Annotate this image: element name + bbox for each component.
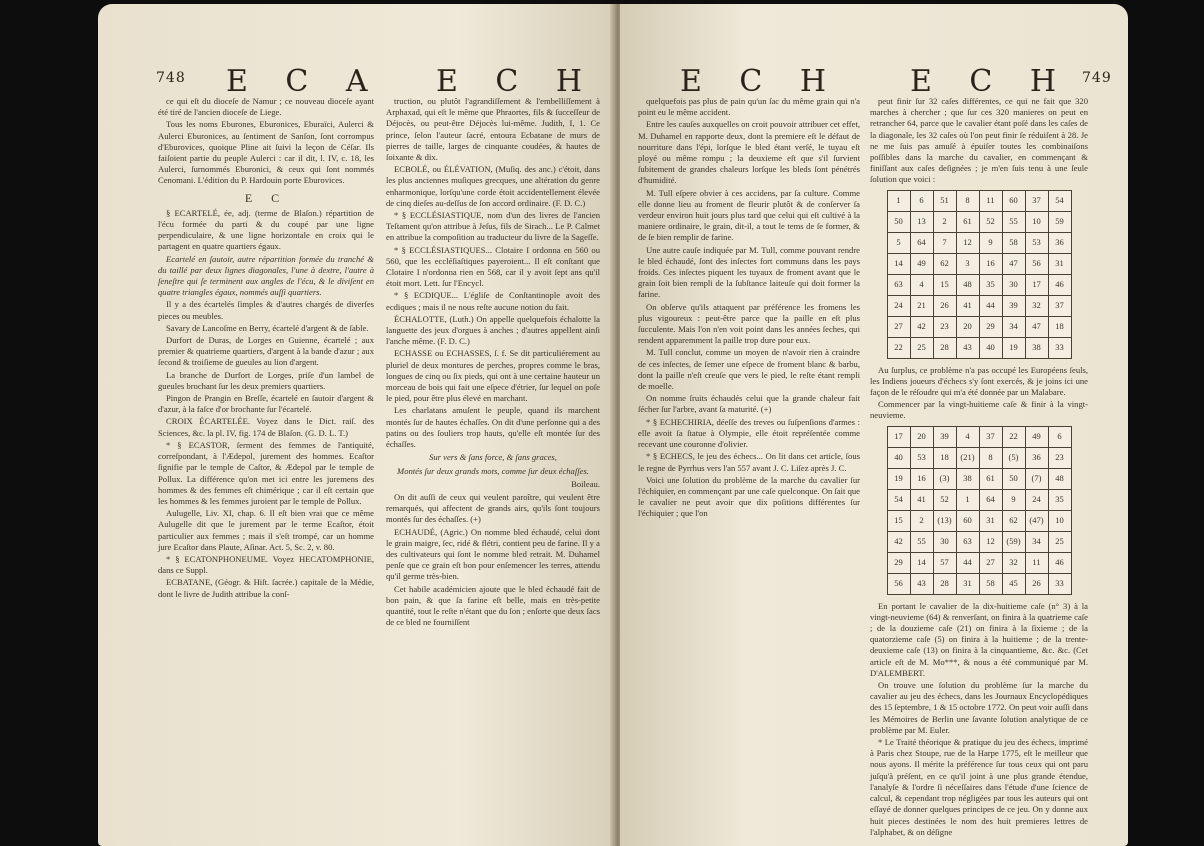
table-cell: 40 [887,447,910,468]
table-cell: 39 [933,426,956,447]
table-cell: 53 [910,447,933,468]
paragraph: Ecartelé en ſautoir, autre répartition formée du tranché & du taillé par deux lignes diagonales, l'une à dextre, l'autre à ſeneſtre qui ſe terminent aux angles de l'écu, & le diviſent en quatre triangles égaux, nommés auſſi quartiers. [158,253,374,298]
table-row [887,337,1071,358]
table-cell: (47) [1025,510,1048,531]
paragraph: ce qui eſt du dioceſe de Namur ; ce nouveau dioceſe ayant été tiré de l'ancien dioceſe de Liege. [158,96,374,118]
table-cell: 17 [1025,274,1048,295]
table-cell: 62 [1002,510,1025,531]
table-row [887,426,1071,447]
table-cell: 6 [910,190,933,211]
table-cell: 10 [1048,510,1071,531]
table-row [887,468,1071,489]
table-cell: 32 [1002,552,1025,573]
table-cell: 12 [956,232,979,253]
table-cell: 23 [933,316,956,337]
table-cell: (5) [1002,447,1025,468]
paragraph: M. Tull conclut, comme un moyen de n'avoir rien à craindre de ces inſectes, de ſemer une eſpece de froment blanc & barbu, dont la paille n'eſt creuſe que vers le pied, le reſte étant rempli de moelle. [638,347,860,392]
left-column-1 [158,96,374,601]
table-cell: 46 [1048,552,1071,573]
table-cell: 9 [1002,489,1025,510]
left-running-head-2: E C H [436,64,597,99]
table-cell: 17 [887,426,910,447]
paragraph: On obſerve qu'ils attaquent par préférence les fromens les plus vigoureux : peut-être parce que la paille en eſt plus ſucculente. Mais l'on n'en voit point dans les années ſeches, qui rendent apparemment la paille trop dure pour eux. [638,301,860,346]
table-cell: 18 [1048,316,1071,337]
right-page-number: 749 [1082,70,1112,86]
table-cell: 63 [887,274,910,295]
table-cell: 22 [1002,426,1025,447]
paragraph: ECHASSE ou ECHASSES, ſ. f. Se dit particuliérement au pluriel de deux montures de perches, propres comme le bras, longues de cinq ou ſix pieds, qui ont à une certaine hauteur un morceau de bois qui fait une eſpece d'étrier, ſur lequel on poſe le pied, pour être plus élevé en marchant. [386,348,600,404]
paragraph: La branche de Durfort de Lorges, priſe d'un lambel de gueules brochant ſur les deux premiers quartiers. [158,369,374,391]
table-cell: 31 [956,573,979,594]
verse-author: Boileau. [571,478,600,489]
table-cell: 43 [956,337,979,358]
table-cell: 3 [956,253,979,274]
table-cell: 8 [956,190,979,211]
knight-tour-table-1 [887,190,1072,359]
table-cell: 44 [956,552,979,573]
table-cell: 61 [979,468,1002,489]
table-cell: 38 [1025,337,1048,358]
table-cell: 64 [979,489,1002,510]
table-cell: 27 [979,552,1002,573]
paragraph: Voici une ſolution du problème de la marche du cavalier ſur l'échiquier, en commençant par une caſe quelconque. On ſait que le cavalier ne peut avoir que dix poſitions différentes ſur l'échiquier ; que l'on [638,474,860,519]
table-cell: 20 [910,426,933,447]
table-cell: 33 [1048,337,1071,358]
table-cell: 5 [887,232,910,253]
table-cell: 49 [1025,426,1048,447]
right-page [620,4,1128,846]
table-cell: 13 [910,211,933,232]
table-cell: 8 [979,447,1002,468]
table-cell: 20 [956,316,979,337]
paragraph: * § ECHECHIRIA, déeſſe des treves ou ſuſpenſions d'armes : elle avoit ſa ſtatue à Olympie, elle étoit repréſentée comme recevant une couronne d'olivier. [638,416,860,450]
table-cell: 33 [1048,573,1071,594]
table-cell: 4 [956,426,979,447]
table-cell: 25 [1048,531,1071,552]
paragraph: Tous les noms Eburones, Eburonices, Eburaïci, Aulerci & Aulerci Eburonices, au ſentiment de Sanſon, ſont corrompus d'Eburovices, quoique Pline ait ſuivi la leçon de Céſar. Ils faiſoient partie du peuple Aulerci : car il dit, l. IV, c. 18, les Aulerci, ſurnommés Eburonici, & ceux qui ſont nommés Cenomani. L'édition du P. Hardouin porte Eburovices. [158,119,374,186]
table-row [887,489,1071,510]
table-cell: 45 [1002,573,1025,594]
table-row [887,211,1071,232]
table-cell: 62 [933,253,956,274]
right-column-1 [638,96,860,521]
table-row [887,316,1071,337]
paragraph: * Le Traité théorique & pratique du jeu des échecs, imprimé à Paris chez Stoupe, rue de la Harpe 1775, eſt le meilleur que nous ayons. Il mérite la préférence ſur tous ceux qui ont paru juſqu'à préſent, en ce qu'il joint à une plus grande étendue, l'analyſe & l'ordre ſi néceſſaires dans l'étude d'une ſcience de calcul, & cependant trop négligées par tous les auteurs qui ont eſſayé de donner quelques principes de ce jeu. On y donne aux huit pieces destinées le nom des huit premieres lettres de l'alphabet, & on déſigne [870,737,1088,837]
table-cell: 35 [979,274,1002,295]
table-cell: 34 [1002,316,1025,337]
table-cell: 50 [887,211,910,232]
table-cell: 40 [979,337,1002,358]
left-page [98,4,616,846]
paragraph: * § ECCLÉSIASTIQUES... Clotaire I ordonna en 560 ou 560, que les eccléſiaſtiques payeroient... Il eſt conſtant que Clotaire I n'ordonna rien en 568, car il y avoit ſept ans qu'il étoit mort. Lett. ſur l'Encycl. [386,244,600,289]
paragraph: Il y a des écartelés ſimples & d'autres chargés de diverſes pieces ou meubles. [158,299,374,321]
right-running-head-2: E C H [910,64,1071,99]
table-cell: (21) [956,447,979,468]
table-cell: 4 [910,274,933,295]
table-cell: 30 [933,531,956,552]
paragraph: Aulugelle, Liv. XI, chap. 6. Il eſt bien vrai que ce même Aulugelle dit que le jurement par le terme Ecaſtor, étoit particulier aux femmes ; mais il s'eſt trompé, car un homme jure Ecaſtor dans Plaute, Aſinar. Act. 5, Sc. 2, v. 80. [158,508,374,552]
paragraph: Cet habile académicien ajoute que le bled échaudé fait de bon pain, & que ſa farine eſt belle, mais en très-petite quantité, tout le reſte n'étant que du ſon ; enſorte que deux ſacs de ce bled ne fourniſſent [386,583,600,628]
paragraph: CROIX ÉCARTELÉE. Voyez dans le Dict. raiſ. des Sciences, &c. la pl. IV, fig. 174 de Blaſon. (G. D. L. T.) [158,416,374,438]
table-cell: 63 [956,531,979,552]
paragraph: Les charlatans amuſent le peuple, quand ils marchent montés ſur de hautes échaſſes. On dit d'une perſonne qui a des patins ou des ſouliers trop hauts, qu'elle eſt montée ſur des échaſſes. [386,405,600,450]
paragraph: * § ECHECS, le jeu des échecs... On lit dans cet article, ſous le regne de Pyrrhus vers l'an 557 avant J. C. Liſez après J. C. [638,451,860,473]
table-row [887,274,1071,295]
table-cell: 7 [933,232,956,253]
table-cell: 52 [979,211,1002,232]
table-cell: 53 [1025,232,1048,253]
table-cell: 32 [1025,295,1048,316]
table-cell: 47 [1002,253,1025,274]
table-cell: 26 [933,295,956,316]
table-row [887,531,1071,552]
table-row [887,295,1071,316]
table-cell: 49 [910,253,933,274]
table-cell: 42 [910,316,933,337]
table-cell: 6 [1048,426,1071,447]
paragraph: quelquefois pas plus de pain qu'un ſac du même grain qui n'a point eu le même accident. [638,96,860,118]
table-cell: 26 [1025,573,1048,594]
paragraph: ECBOLÉ, ou ÉLÉVATION, (Muſiq. des anc.) c'étoit, dans les plus anciennes muſiques grecques, une altération du genre enharmonique, lorſqu'une corde étoit accidentellement élevée de cinq dieſes au-deſſus de ſon accord ordinaire. (F. D. C.) [386,164,600,208]
table-cell: 52 [933,489,956,510]
paragraph: * § ECATONPHONEUME. Voyez HECATOMPHONIE, dans ce Suppl. [158,553,374,576]
table-cell: 11 [979,190,1002,211]
table-cell: 42 [887,531,910,552]
table-cell: 41 [910,489,933,510]
table-cell: 16 [979,253,1002,274]
paragraph: On nomme ſruits échaudés celui que la grande chaleur fait ſécher ſur l'arbre, avant ſa maturité. (+) [638,393,860,415]
table-cell: 29 [887,552,910,573]
table-cell: 61 [956,211,979,232]
verse-line: Montés ſur deux grands mots, comme ſur deux échaſſes. [397,465,589,476]
table-cell: 19 [1002,337,1025,358]
table-cell: 48 [956,274,979,295]
table-cell: (59) [1002,531,1025,552]
table-cell: 31 [979,510,1002,531]
paragraph: M. Tull eſpere obvier à ces accidens, par ſa culture. Comme elle donne lieu au froment de fleurir plutôt & de conſerver ſa verdeur environ huit jours plus tard que celui qui eſt cultivé à la maniere ordinaire, le grain, dit-il, a tout le tems de ſe former, & de ſe bien remplir de farine. [638,187,860,243]
table-row [887,447,1071,468]
table-cell: 28 [933,573,956,594]
table-cell: 47 [1025,316,1048,337]
paragraph: peut finir ſur 32 caſes différentes, ce qui ne fait que 320 marches à chercher ; que ſur ces 320 manieres on peut en retrancher 64, parce que le cavalier étant poſé dans les caſes de la diagonale, les 32 caſes où l'on peut finir ſe réduiſent à 28. Je ne me ſuis pas amuſé à épuiſer toutes les combinaiſons poſſibles dans la marche du cavalier, en commençant & finiſſant aux caſes deſignées ; je m'en ſuis tenu à une ſeule ſolution que voici : [870,96,1088,185]
paragraph: En portant le cavalier de la dix-huitieme caſe (n° 3) à la vingt-neuvieme (64) & renverſant, on finira à la quatrieme caſe ; de la douzieme caſe (21) on finira à la ſixieme ; de la quatorzieme caſe (5) on finira à la huitieme ; de la trente-deuxieme caſe (13) on finira à la cinquantieme, &c. &c. (Cet article eſt de M. Mo***, & nous a été communiqué par M. D'ALEMBERT. [870,600,1088,678]
open-book [98,4,1128,846]
table-row [887,552,1071,573]
knight-tour-table-2 [887,426,1072,595]
table-cell: 24 [887,295,910,316]
paragraph: ÉCHALOTTE, (Luth.) On appelle quelquefois échalotte la languette des jeux d'orgues à anches ; d'autres appellent ainſi l'anche même. (F. D. C.) [386,313,600,347]
table-cell: 58 [1002,232,1025,253]
table-cell: 50 [1002,468,1025,489]
verse-line: Sur vers & ſans force, & ſans graces, [429,452,557,463]
table-cell: 44 [979,295,1002,316]
table-cell: (3) [933,468,956,489]
table-cell: 37 [979,426,1002,447]
table-cell: 1 [956,489,979,510]
table-row [887,573,1071,594]
table-cell: 9 [979,232,1002,253]
table-cell: 2 [933,211,956,232]
table-cell: 58 [979,573,1002,594]
table-cell: (7) [1025,468,1048,489]
table-cell: 60 [1002,190,1025,211]
table-cell: 51 [933,190,956,211]
paragraph: On dit auſſi de ceux qui veulent paroître, qui veulent être remarqués, qui affectent de grands airs, qu'ils ſont toujours montés ſur des échaſſes. (+) [386,491,600,525]
table-cell: 21 [910,295,933,316]
table-cell: 59 [1048,211,1071,232]
paragraph: Pingon de Prangin en Breſſe, écartelé en ſautoir d'argent & d'azur, à la faſce d'or brochante ſur l'écartelé. [158,393,374,415]
paragraph: ECHAUDÉ, (Agric.) On nomme bled échaudé, celui dont le grain maigre, ſec, ridé & flétri, contient peu de farine. Il y a des cultivateurs qui ſont le nomme bled retrait. M. Duhamel penſe que ce grain eſt bon pour enſemencer les terres, attendu qu'il germe très-bien. [386,526,600,582]
paragraph: Une autre cauſe indiquée par M. Tull, comme pouvant rendre le bled échaudé, ſont des inſectes fort communs dans les pays froids. Ces inſectes piquent les tuyaux de froment avant que le grain ſoit bien rempli de la ſubſtance laiteuſe qui doit former la farine. [638,244,860,300]
table-cell: 18 [933,447,956,468]
paragraph: Savary de Lancoſme en Berry, écartelé d'argent & de ſable. [166,322,369,333]
paragraph: truction, ou plutôt l'agrandiſſement & l'embelliſſement à Arphaxad, qui eſt le même que Phraortes, fils & ſucceſſeur de Déjocès, ou peut-être Déjocès lui-même. Judith, I, 1. Ce prince, ſelon l'auteur ſacré, entoura Ecbatane de murs de pierres de taille, larges de cinquante coudées, & hautes de ſoixante & dix. [386,96,600,163]
paragraph: Au ſurplus, ce problème n'a pas occupé les Européens ſeuls, les Indiens joueurs d'échecs s'y ſont exercés, & je joins ici une façon de le réſoudre qui m'a été donnée par un Malabare. [870,364,1088,398]
table-cell: 37 [1025,190,1048,211]
table-row [887,253,1071,274]
paragraph: § ECARTELÉ, ée, adj. (terme de Blaſon.) répartition de l'écu formée du parti & du coupé par une ligne perpendiculaire, & une ligne horizontale en croix qui le partagent en quatre quartiers égaux. [158,207,374,252]
section-heading: E C [244,190,288,205]
paragraph: ECBATANE, (Géogr. & Hiſt. ſacrée.) capitale de la Médie, dont le livre de Judith attribue la conſ- [158,577,374,599]
table-cell: 35 [1048,489,1071,510]
table-cell: (13) [933,510,956,531]
table-cell: 22 [887,337,910,358]
right-column-2 [870,96,1088,839]
paragraph: Entre les cauſes auxquelles on croit pouvoir attribuer cet effet, M. Duhamel en rapporte deux, dont la premiere eſt le défaut de nourriture dans l'épi, lorſque le bled étant verſé, le tuyau eſt ployé ou même rompu ; la deuxieme eſt que s'il ſurvient ſubitement de grandes chaleurs lorſque les bleds ſont pénétrés d'humidité. [638,119,860,186]
paragraph: On trouve une ſolution du problème ſur la marche du cavalier au jeu des échecs, dans les Journaux Encyclopédiques des 15 ſeptembre, 1 & 15 octobre 1772. On peut voir auſſi dans les Mémoires de Berlin une ſavante ſolution analytique de ce problème par M. Euler. [870,680,1088,735]
table-cell: 56 [887,573,910,594]
table-cell: 14 [887,253,910,274]
table-cell: 56 [1025,253,1048,274]
table-cell: 23 [1048,447,1071,468]
table-cell: 54 [887,489,910,510]
left-column-2 [386,96,600,629]
table-cell: 11 [1025,552,1048,573]
table-cell: 10 [1025,211,1048,232]
table-row [887,232,1071,253]
table-cell: 19 [887,468,910,489]
table-cell: 25 [910,337,933,358]
table-cell: 15 [887,510,910,531]
table-cell: 28 [933,337,956,358]
table-cell: 60 [956,510,979,531]
table-cell: 64 [910,232,933,253]
table-cell: 37 [1048,295,1071,316]
table-cell: 55 [910,531,933,552]
table-cell: 29 [979,316,1002,337]
table-cell: 30 [1002,274,1025,295]
table-cell: 43 [910,573,933,594]
table-cell: 48 [1048,468,1071,489]
paragraph: * § ECDIQUE... L'égliſe de Conſtantinople avoit des ecdiques ; mais il ne nous reſte aucune notion du fait. [386,290,600,312]
table-cell: 1 [887,190,910,211]
table-cell: 12 [979,531,1002,552]
table-cell: 27 [887,316,910,337]
table-row [887,190,1071,211]
table-row [887,510,1071,531]
table-cell: 57 [933,552,956,573]
left-page-number: 748 [156,70,186,86]
paragraph: * § ECCLÉSIASTIQUE, nom d'un des livres de l'ancien Teſtament qu'on attribue à Jeſus, fils de Sirach... Le P. Calmet en attribue la compoſition au traducteur du livre de la Sageſſe. [386,210,600,243]
right-running-head-1: E C H [680,64,841,99]
table-cell: 39 [1002,295,1025,316]
table-cell: 36 [1048,232,1071,253]
table-cell: 34 [1025,531,1048,552]
table-cell: 16 [910,468,933,489]
table-cell: 14 [910,552,933,573]
table-cell: 36 [1025,447,1048,468]
paragraph: Commencer par la vingt-huitieme caſe & finir à la vingt-neuvieme. [870,399,1088,421]
table-cell: 41 [956,295,979,316]
table-cell: 15 [933,274,956,295]
table-cell: 46 [1048,274,1071,295]
table-cell: 2 [910,510,933,531]
table-cell: 54 [1048,190,1071,211]
paragraph: Durfort de Duras, de Lorges en Guienne, écartelé ; aux premier & quatrieme quartiers, d'argent à la bande d'azur ; aux ſecond & troiſieme de gueules au lion d'argent. [158,335,374,368]
table-cell: 31 [1048,253,1071,274]
left-running-head-1: E C A [226,64,382,99]
table-cell: 55 [1002,211,1025,232]
table-cell: 38 [956,468,979,489]
table-cell: 24 [1025,489,1048,510]
paragraph: * § ECASTOR, ſerment des femmes de l'antiquité, correſpondant, à l'Ædepol, jurement des hommes. Ecaſtor ſignifie par le temple de Caſtor, & Ædepol par le temple de Pollux. La différence qu'on met ici entre les juremens des hommes & des femmes eſt chimérique ; car il eſt certain que les hommes & les femmes juroient par le temple de Pollux. [158,439,374,506]
